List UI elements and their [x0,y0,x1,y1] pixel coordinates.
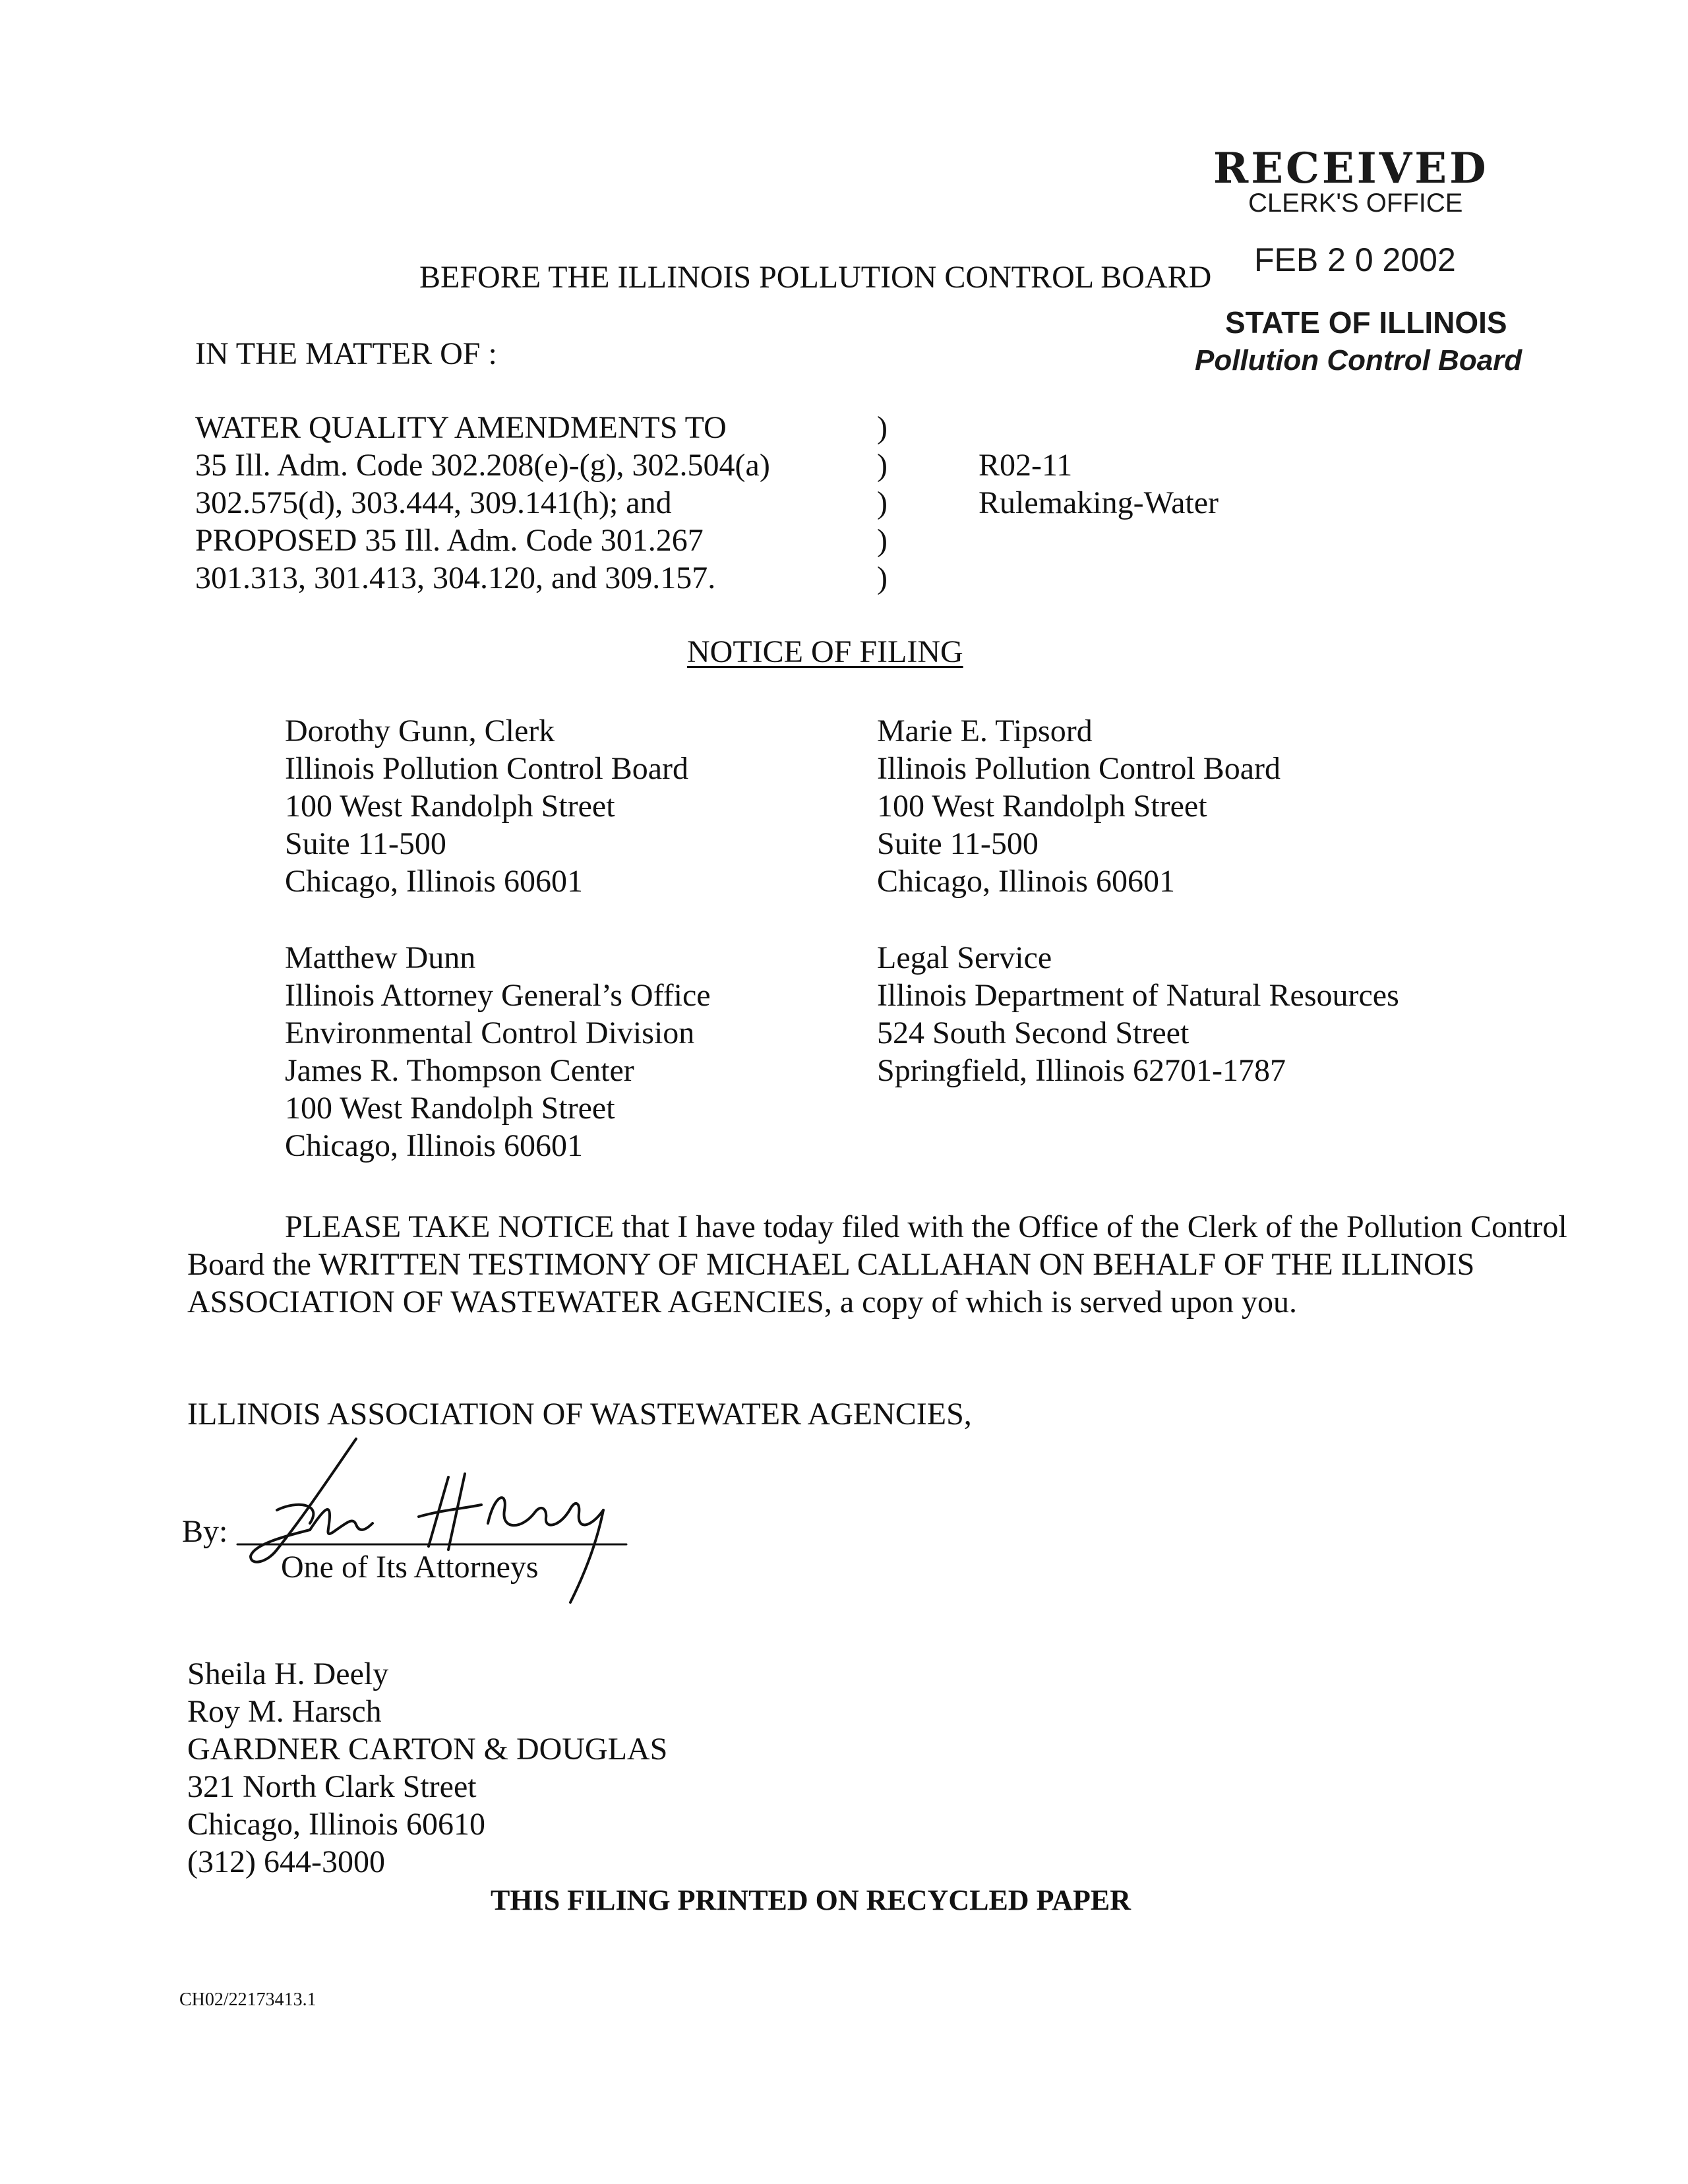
document-id: CH02/22173413.1 [179,1989,316,2010]
recipient-address-block [877,712,1281,900]
address-line: Suite 11-500 [285,826,446,861]
recycled-paper-note: THIS FILING PRINTED ON RECYCLED PAPER [491,1884,1131,1916]
caption-parentheses [877,409,888,597]
caption-paren: ) [877,561,888,595]
caption-line: WATER QUALITY AMENDMENTS TO [195,410,727,445]
received-stamp-office: CLERK'S OFFICE [1248,189,1463,218]
organization-name: ILLINOIS ASSOCIATION OF WASTEWATER AGENCIES, [187,1397,972,1432]
case-type: Rulemaking-Water [979,485,1219,520]
caption-paren: ) [877,410,888,445]
address-line: Chicago, Illinois 60601 [285,1128,583,1163]
address-line: Illinois Pollution Control Board [285,751,689,786]
address-line: Dorothy Gunn, Clerk [285,713,555,748]
recipient-address-block [877,939,1399,1089]
address-line: Suite 11-500 [877,826,1039,861]
address-line: Marie E. Tipsord [877,713,1093,748]
counsel-line: Sheila H. Deely [187,1656,389,1691]
address-line: James R. Thompson Center [285,1053,634,1088]
address-line: 100 West Randolph Street [285,789,615,824]
address-line: Illinois Attorney General’s Office [285,978,711,1013]
counsel-line: Roy M. Harsch [187,1694,382,1729]
case-info [979,446,1219,522]
address-line: Matthew Dunn [285,940,476,975]
signature-title: One of Its Attorneys [281,1550,539,1585]
notice-title: NOTICE OF FILING [687,634,963,669]
address-line: 100 West Randolph Street [877,789,1207,824]
received-stamp-date: FEB 2 0 2002 [1254,241,1456,278]
counsel-line: GARDNER CARTON & DOUGLAS [187,1732,668,1767]
address-line: Springfield, Illinois 62701-1787 [877,1053,1286,1088]
caption-line: PROPOSED 35 Ill. Adm. Code 301.267 [195,523,704,558]
address-line: Illinois Pollution Control Board [877,751,1281,786]
address-line: Illinois Department of Natural Resources [877,978,1399,1013]
address-line: Legal Service [877,940,1052,975]
address-line: 100 West Randolph Street [285,1091,615,1126]
notice-paragraph: PLEASE TAKE NOTICE that I have today filed with the Office of the Clerk of the Pollution Control Board the WRITTEN TESTIMONY OF MICHAEL CALLAHAN ON BEHALF OF THE ILLINOIS ASSOCIATION OF WASTEWATER AGENCIES, a copy of which is served upon you. [187,1209,1567,1320]
address-line: 524 South Second Street [877,1016,1190,1050]
in-the-matter-label: IN THE MATTER OF : [195,336,497,371]
recipient-address-block [285,712,688,900]
received-stamp-board: Pollution Control Board [1195,344,1522,377]
case-number: R02-11 [979,448,1073,483]
received-stamp-state: STATE OF ILLINOIS [1225,305,1507,340]
counsel-line: 321 North Clark Street [187,1769,477,1804]
caption-title-block [195,409,770,597]
caption-paren: ) [877,448,888,483]
caption-paren: ) [877,523,888,558]
caption-line: 35 Ill. Adm. Code 302.208(e)-(g), 302.504(a) [195,448,770,483]
counsel-line: (312) 644-3000 [187,1844,385,1879]
caption-paren: ) [877,485,888,520]
received-stamp-title: RECEIVED [1213,144,1489,193]
handwritten-signature [231,1431,640,1622]
recipient-address-block [285,939,711,1165]
address-line: Chicago, Illinois 60601 [285,864,583,899]
address-line: Chicago, Illinois 60601 [877,864,1175,899]
caption-line: 302.575(d), 303.444, 309.141(h); and [195,485,672,520]
board-heading: BEFORE THE ILLINOIS POLLUTION CONTROL BOARD [419,260,1212,295]
counsel-block [187,1655,667,1881]
signature-by-label: By: [182,1514,228,1549]
address-line: Environmental Control Division [285,1016,695,1050]
caption-line: 301.313, 301.413, 304.120, and 309.157. [195,561,716,595]
counsel-line: Chicago, Illinois 60610 [187,1807,485,1842]
